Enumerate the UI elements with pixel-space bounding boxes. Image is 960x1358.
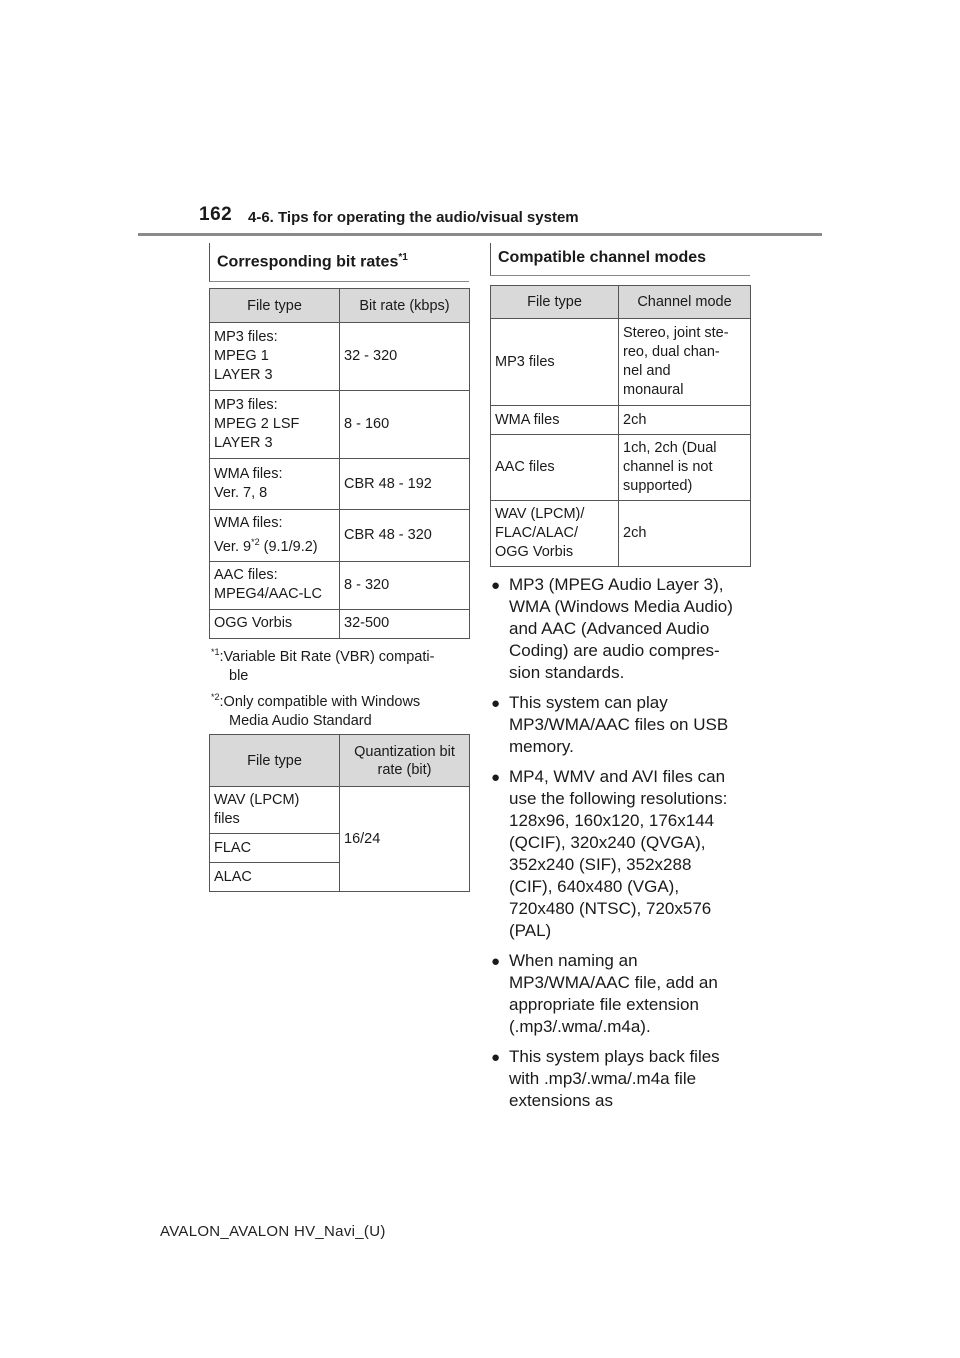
footnote-1-text-cont: ble [229, 667, 249, 684]
bullet-text: MP4, WMV and AVI files can use the following resolutions: 128x96, 160x120, 176x144 (QCIF), 320x240 (QVGA), 352x240 (SIF), 352x288 (CIF), 640x480 (VGA), 720x480 (NTSC), 720x576 (PAL) [509, 767, 728, 940]
bit-rates-heading-footnote-ref: *1 [398, 252, 408, 263]
bullet-icon: ● [491, 769, 501, 786]
quant-cell-type: WAV (LPCM) files [210, 787, 340, 834]
bitrate-header-file-type: File type [210, 289, 340, 323]
bitrate-cell-type: AAC files: MPEG4/AAC-LC [210, 561, 340, 609]
bullet-list [491, 574, 761, 1120]
quant-cell-type: FLAC [210, 834, 340, 863]
bit-rates-heading-text: Corresponding bit rates [217, 253, 399, 271]
bitrate-table [209, 288, 470, 639]
table-row [210, 459, 470, 510]
list-item [491, 692, 761, 758]
table-row [210, 609, 470, 638]
header-rule [138, 233, 822, 236]
table-row [491, 501, 751, 567]
footer-model-text: AVALON_AVALON HV_Navi_(U) [160, 1223, 386, 1240]
bitrate-cell-rate: 8 - 320 [340, 561, 470, 609]
footnote-2 [211, 688, 471, 731]
table-row [210, 787, 470, 834]
channel-modes-heading: Compatible channel modes [498, 249, 707, 266]
table-row [210, 391, 470, 459]
channel-mode-table [490, 285, 751, 567]
bit-rates-heading [209, 252, 408, 271]
bullet-text: This system plays back files with .mp3/.wma/.m4a file extensions as [509, 1047, 720, 1110]
bullet-text: When naming an MP3/WMA/AAC file, add an appropriate file extension (.mp3/.wma/.m4a). [509, 951, 718, 1036]
bitrate-cell-rate: 8 - 160 [340, 391, 470, 459]
bitrate-cell-rate: 32 - 320 [340, 323, 470, 391]
section-title: 4-6. Tips for operating the audio/visual system [248, 209, 579, 226]
bitrate-cell-type-text: WMA files: Ver. 9 [214, 515, 283, 555]
footnote-2-text-cont: Media Audio Standard [229, 712, 372, 729]
channel-cell-type: MP3 files [491, 319, 619, 406]
bitrate-cell-type: MP3 files: MPEG 2 LSF LAYER 3 [210, 391, 340, 459]
bitrate-cell-type: OGG Vorbis [210, 609, 340, 638]
footnote-1 [211, 643, 471, 686]
bullet-icon: ● [491, 1049, 501, 1066]
bitrate-cell-type-suffix: (9.1/9.2) [259, 538, 318, 555]
footnote-2-mark: *2 [211, 692, 220, 702]
bullet-icon: ● [491, 695, 501, 712]
bullet-icon: ● [491, 577, 501, 594]
bitrate-cell-rate: 32-500 [340, 609, 470, 638]
bullet-icon: ● [491, 953, 501, 970]
channel-cell-mode: 2ch [619, 501, 751, 567]
channel-cell-type: AAC files [491, 435, 619, 501]
page-number: 162 [199, 204, 233, 225]
table-row [210, 510, 470, 562]
table-row [210, 561, 470, 609]
channel-header-channel-mode: Channel mode [619, 286, 751, 319]
bitrate-cell-rate: CBR 48 - 192 [340, 459, 470, 510]
channel-cell-mode: Stereo, joint ste- reo, dual chan- nel and monaural [619, 319, 751, 406]
channel-cell-mode: 2ch [619, 406, 751, 435]
bitrate-header-bit-rate: Bit rate (kbps) [340, 289, 470, 323]
bitrate-cell-rate: CBR 48 - 320 [340, 510, 470, 562]
channel-cell-mode: 1ch, 2ch (Dual channel is not supported) [619, 435, 751, 501]
bitrate-cell-type [210, 510, 340, 562]
table-row [491, 435, 751, 501]
quant-header-bit-rate: Quantization bit rate (bit) [340, 735, 470, 787]
quant-header-file-type: File type [210, 735, 340, 787]
channel-cell-type: WAV (LPCM)/ FLAC/ALAC/ OGG Vorbis [491, 501, 619, 567]
footnote-2-text: :Only compatible with Windows [219, 693, 421, 710]
table-row [491, 319, 751, 406]
quant-cell-type: ALAC [210, 863, 340, 892]
list-item [491, 574, 761, 684]
table-row [491, 406, 751, 435]
list-item [491, 766, 761, 942]
bullet-text: MP3 (MPEG Audio Layer 3), WMA (Windows Media Audio) and AAC (Advanced Audio Coding) are audio compres- sion standards. [509, 575, 733, 682]
bitrate-cell-type: WMA files: Ver. 7, 8 [210, 459, 340, 510]
channel-cell-type: WMA files [491, 406, 619, 435]
footnote-ref: *2 [251, 537, 260, 547]
bullet-text: This system can play MP3/WMA/AAC files on USB memory. [509, 693, 729, 756]
quantization-table [209, 734, 470, 892]
channel-header-file-type: File type [491, 286, 619, 319]
footnote-1-mark: *1 [211, 647, 220, 657]
table-row [210, 323, 470, 391]
list-item [491, 1046, 761, 1112]
bitrate-cell-type: MP3 files: MPEG 1 LAYER 3 [210, 323, 340, 391]
list-item [491, 950, 761, 1038]
quant-cell-value: 16/24 [340, 787, 470, 892]
footnote-1-text: :Variable Bit Rate (VBR) compati- [219, 648, 435, 665]
